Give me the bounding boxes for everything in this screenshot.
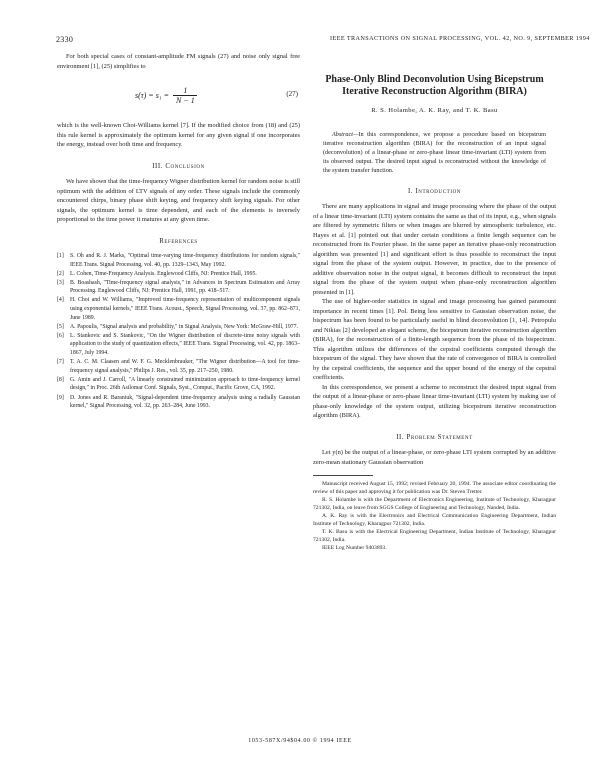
reference-item — [57, 279, 300, 296]
post-equation-paragraph: which is the well-known Choi-Williams kernel [7]. If the modified choice from (18) and (25) this rule kernel is approximately the optimum kernel for any given signal if one incorporates the energy, instead over both time and frequency. — [57, 122, 300, 148]
right-column — [313, 52, 556, 552]
reference-number: [6] — [57, 332, 64, 339]
running-header: IEEE TRANSACTIONS ON SIGNAL PROCESSING, VOL. 42, NO. 9, SEPTEMBER 1994 — [330, 35, 590, 42]
reference-item — [57, 252, 300, 269]
equation-numerator: 1 — [183, 86, 188, 95]
reference-text: T. A. C. M. Claasen and W. F. G. Mecklenbrauker, "The Wigner distribution—A tool for time-frequency signal analysis," Philips J. Res., vol. 35, pp. 217–250, 1980. — [70, 359, 300, 374]
paper-authors: R. S. Holambe, A. K. Ray, and T. K. Basu — [371, 107, 498, 114]
reference-text: A. Papoulis, "Signal analysis and probability," in Signal Analysis, New York: McGraw-Hill, 1977. — [70, 323, 299, 330]
reference-number: [3] — [57, 279, 64, 286]
equation-lhs: s(τ) = s₁ = — [135, 90, 169, 100]
introduction-heading: I. Introduction — [407, 187, 462, 195]
conclusion-paragraph: We have shown that the time-frequency Wigner distribution kernel for random noise is still optimum with the addition of LTV signals of any order. These signals include the commonly encountered chirps, binary phase shift keying, and frequency shift keying signals. For other signals, the optimum kernel is time dependent, and each of the elements is inversely proportional to the time power it matures at any given time. — [57, 178, 300, 223]
reference-text: L. Stankovic and S. Stankovic, "On the Wigner distribution of discrete-time noisy signals with application to the study of quantization effects," IEEE Trans. Signal Processing, vol. 42, pp. 1863–1867, July 1994. — [70, 332, 300, 357]
reference-number: [1] — [57, 253, 64, 259]
conclusion-heading: III. Conclusion — [152, 162, 205, 170]
reference-list — [57, 252, 300, 411]
reference-number: [9] — [57, 394, 64, 401]
reference-text: G. Amin and J. Carroll, "A linearly constrained minimization approach to time-frequency kernel design," in Proc. 26th Asilomar Conf. Signals, Syst., Comput., Pacific Grove, CA, 1992. — [70, 376, 300, 392]
left-column — [57, 52, 300, 411]
introduction-paragraph: There are many applications in signal and image processing where the phase of the output of a linear time-invariant (LTI) system contains the same as that of its input, e.g., when signals are filtered by symmetric filters or when images are blurred by atmospheric turbulence, etc. Hayes et al. [1] pointed out that under certain conditions a finite length sequence can be reconstructed from its Fourier phase. In the same paper an iterative phase-only reconstruction algorithm was presented [1] and significant effort is thus possible to reconstruct the input signal from the phase of the system output. However, in practice, due to the presence of additive observation noise in the output signal, it becomes difficult to reconstruct the input signal from the phase of the system output when phase-only reconstruction algorithm presented in [1]. — [313, 203, 556, 296]
footnote: R. S. Holambe is with the Department of Electronics Engineering, Institute of Technology, Kharagpur 721302, India, on leave from SGGS College of Engineering and Technology, Nanded, India. — [313, 497, 556, 511]
introduction-paragraph: The use of higher-order statistics in signal and image processing has gained paramount importance in recent times [1]. Pol. Being less sensitive to Gaussian observation noise, the bispectrum has been found to be particularly useful in blind deconvolution [1, 14]. Petropulu and Nikias [2] developed an elegant scheme, the bicepstrum iterative reconstruction algorithm (BIRA), for the reconstruction of a finite-length sequence from the phase of its bispectrum. This algorithm utilizes the differences of the cepstral coefficients computed through the bicepstrum of the signal. They have shown that the rate of convergence of BIRA is controlled by the cepstral coefficients, the sequence and the upper bound of the energy of the cepstral coefficients. — [313, 298, 556, 381]
paper-title-line-1: Phase-Only Blind Deconvolution Using Bicepstrum — [325, 74, 544, 85]
reference-text: H. Choi and W. Williams, "Improved time-frequency representation of multicomponent signals using exponential kernels," IEEE Trans. Acoust., Speech, Signal Processing, vol. 37, pp. 862–871, June 1989. — [70, 297, 300, 321]
reference-item — [57, 332, 300, 358]
reference-number: [8] — [57, 376, 64, 383]
reference-text: D. Jones and R. Baraniuk, "Signal-dependent time-frequency analysis using a radially Gaussian kernel," Signal Processing, vol. 32, pp. 263–284, June 1993. — [70, 394, 300, 410]
problem-statement-heading: II. Problem Statement — [396, 433, 473, 441]
reference-number: [7] — [57, 359, 64, 366]
reference-item — [57, 323, 300, 332]
reference-item — [57, 394, 300, 411]
equation-fraction — [173, 86, 198, 105]
page-number: 2330 — [56, 35, 74, 44]
abstract-text: In this correspondence, we propose a procedure based on bicepstrum iterative reconstruction algorithm (BIRA) for the reconstruction of an input signal (deconvolution) of a linear-phase or zero-phase linear time-invariant (LTI) system from its observed output. The desired input signal is reconstructed without the knowledge of the system transfer function. — [323, 130, 546, 174]
reference-item — [57, 358, 300, 375]
equation-number: (27) — [286, 90, 298, 98]
reference-item — [57, 270, 300, 279]
footnote-divider — [313, 475, 373, 476]
reference-item — [57, 376, 300, 393]
equation-27 — [57, 77, 300, 113]
reference-number: [2] — [57, 270, 64, 277]
reference-text: B. Boashash, "Time-frequency signal analysis," in Advances in Spectrum Estimation and Array Processing. Englewood Cliffs, NJ: Prentice Hall, 1991, pp. 418–517. — [70, 279, 300, 295]
copyright-footer: 1053-587X/94$04.00 © 1994 IEEE — [248, 738, 352, 744]
references-heading: References — [159, 237, 198, 245]
equation-body — [135, 86, 198, 105]
abstract — [323, 130, 546, 175]
paper-title-line-2: Iterative Reconstruction Algorithm (BIRA) — [342, 86, 527, 97]
reference-text: S. Oh and R. J. Marks, "Optimal time-varying time-frequency distributions for random signals," IEEE Trans. Signal Processing, vol. 40, pp. 1329–1343, May 1992. — [70, 253, 300, 268]
problem-statement-paragraph: Let y(n) be the output of a linear-phase, or zero-phase LTI system corrupted by an additive zero-mean stationary Gaussian observation — [313, 449, 556, 466]
footnote: T. K. Basu is with the Electrical Engineering Department, Indian Institute of Technology, Kharagpur 721302, India. — [313, 529, 556, 543]
equation-denominator: N − 1 — [176, 96, 195, 105]
reference-text: L. Cohen, Time-Frequency Analysis. Englewood Cliffs, NJ: Prentice Hall, 1995. — [70, 270, 257, 277]
paper-title — [313, 74, 556, 98]
intro-paragraph: For both special cases of constant-amplitude FM signals (27) and noise only signal free environment [1], (25) simplifies to — [57, 53, 300, 70]
footnote: Manuscript received August 15, 1992; revised February 20, 1994. The associate editor coordinating the review of this paper and approving it for publication was Dr. Steven Tretter. — [313, 481, 556, 495]
reference-number: [5] — [57, 323, 64, 330]
reference-number: [4] — [57, 297, 64, 304]
introduction-paragraph: In this correspondence, we present a scheme to reconstruct the desired input signal from the output of a linear-phase or zero-phase linear time-invariant (LTI) system by making use of phase-only knowledge of the system output, utilizing bicepstrum iterative reconstruction algorithm (BIRA). — [313, 383, 556, 419]
ieee-log-number: IEEE Log Number 9403893. — [322, 545, 387, 551]
abstract-label: Abstract— — [332, 130, 359, 138]
reference-item — [57, 296, 300, 322]
footnote: A. K. Ray is with the Electronics and Electrical Communication Engineering Department, Indian Institute of Technology, Kharagpur 721302, India. — [313, 513, 556, 527]
